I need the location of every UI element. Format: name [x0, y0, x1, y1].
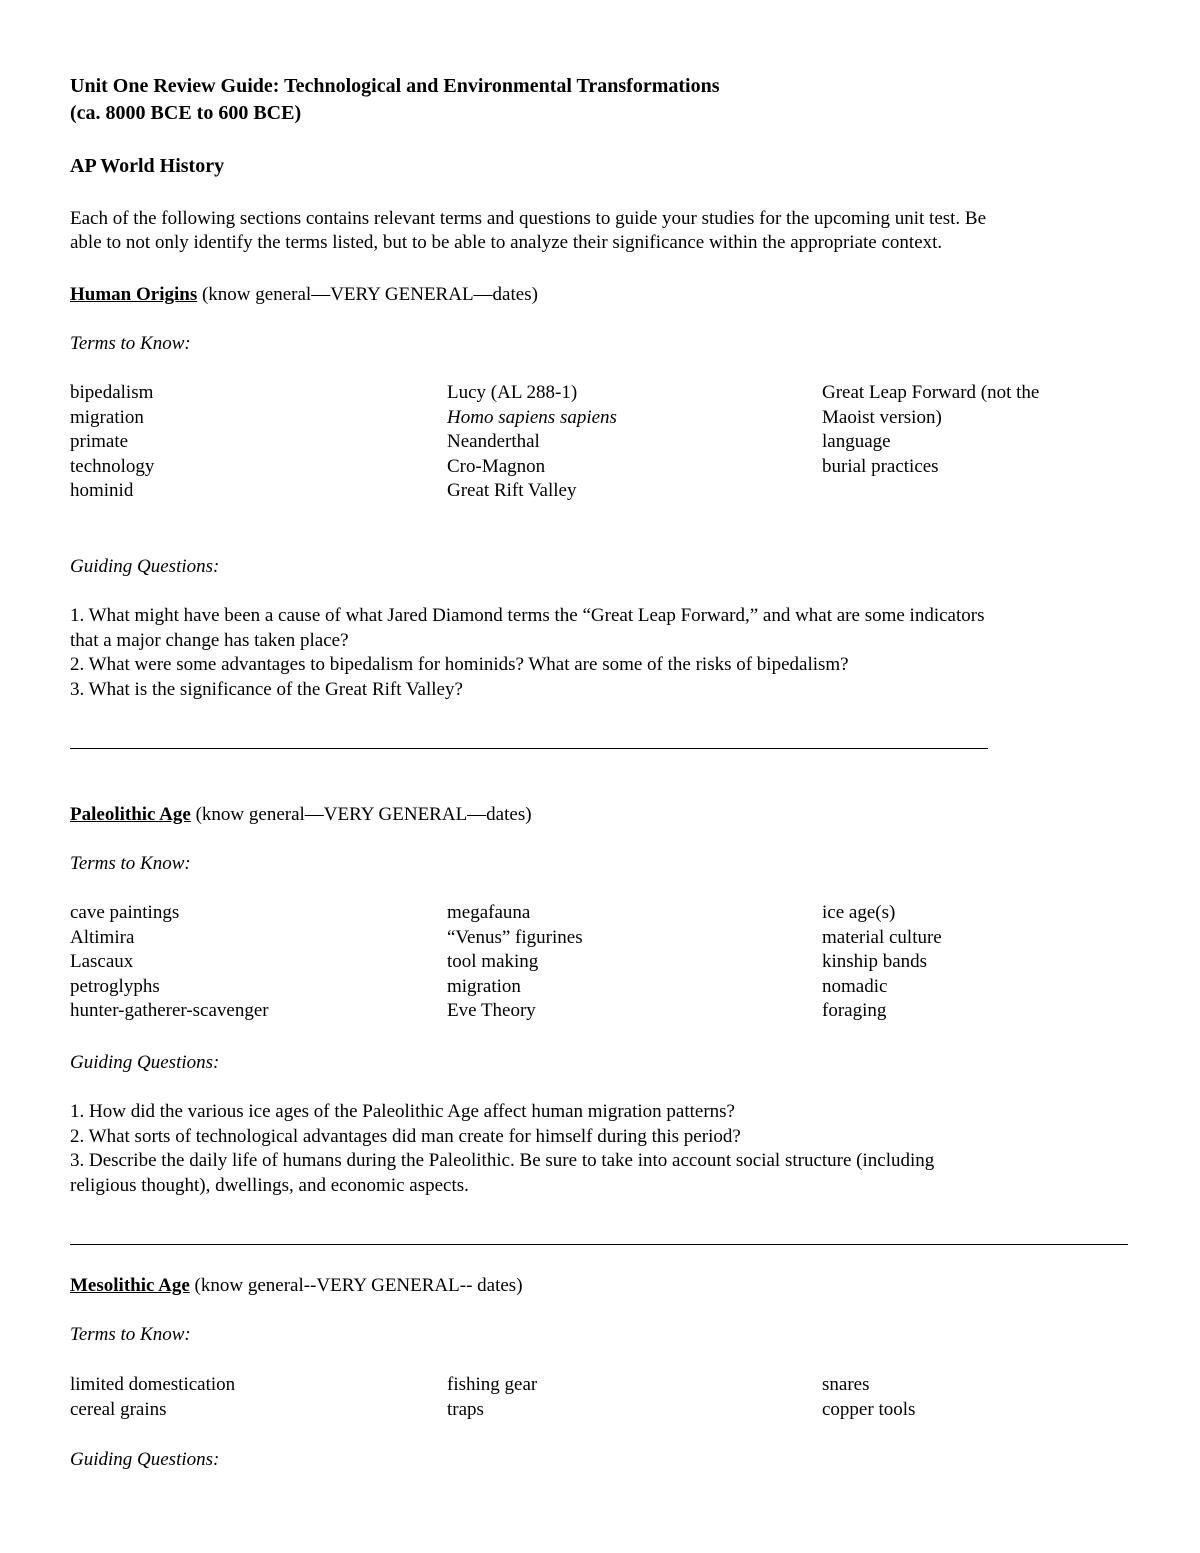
question-line: 1. How did the various ice ages of the Paleolithic Age affect human migration patterns?	[70, 1101, 735, 1122]
question-line: 3. What is the significance of the Great Rift Valley?	[70, 678, 463, 700]
term: ice age(s)	[822, 902, 896, 923]
term: migration	[447, 975, 521, 997]
term: fishing gear	[447, 1374, 538, 1395]
term: cave paintings	[70, 902, 180, 923]
term: language	[822, 431, 891, 453]
term: cereal grains	[70, 1398, 167, 1420]
section-note: (know general—VERY GENERAL—dates)	[190, 804, 532, 825]
guiding-questions-list	[70, 1100, 934, 1198]
term: traps	[447, 1398, 484, 1420]
section-paleolithic-header	[70, 803, 532, 827]
guiding-questions-label: Guiding Questions:	[70, 1449, 220, 1470]
term: hunter-gatherer-scavenger	[70, 1000, 269, 1022]
term: Eve Theory	[447, 1000, 536, 1022]
term: copper tools	[822, 1398, 916, 1420]
section-heading: Human Origins	[70, 284, 198, 305]
question-line: 2. What sorts of technological advantages did man create for himself during this period?	[70, 1125, 741, 1147]
guiding-questions-label: Guiding Questions:	[70, 1052, 220, 1073]
term: Homo sapiens sapiens	[447, 406, 617, 428]
intro-paragraph	[70, 207, 1130, 255]
terms-column-2	[447, 1373, 537, 1422]
term: Great Leap Forward (not the	[822, 382, 1040, 403]
term: limited domestication	[70, 1374, 236, 1395]
term: Neanderthal	[447, 431, 540, 453]
term: “Venus” figurines	[447, 926, 583, 948]
terms-column-2	[447, 901, 583, 1024]
question-line: 2. What were some advantages to bipedalism for hominids? What are some of the risks of bipedalism?	[70, 654, 849, 676]
term: primate	[70, 431, 129, 453]
section-divider	[70, 748, 988, 749]
question-line: religious thought), dwellings, and economic aspects.	[70, 1174, 469, 1196]
terms-column-2	[447, 381, 617, 504]
intro-line-2: able to not only identify the terms listed, but to be able to analyze their significance within the appropriate context.	[70, 232, 943, 253]
terms-label: Terms to Know:	[70, 1324, 191, 1345]
section-note: (know general--VERY GENERAL-- dates)	[189, 1275, 523, 1296]
section-heading: Paleolithic Age	[70, 804, 191, 825]
terms-column-1	[70, 901, 269, 1024]
term: technology	[70, 455, 155, 477]
course-name: AP World History	[70, 155, 225, 177]
term: nomadic	[822, 975, 888, 997]
terms-column-3	[822, 381, 1039, 479]
term: Altimira	[70, 926, 135, 948]
section-note: (know general—VERY GENERAL—dates)	[201, 284, 538, 305]
term: migration	[70, 406, 144, 428]
question-line: 1. What might have been a cause of what Jared Diamond terms the “Great Leap Forward,” and what are some indicators	[70, 605, 985, 626]
terms-column-3	[822, 901, 942, 1024]
section-heading: Mesolithic Age	[70, 1275, 190, 1296]
document-title-line-2: (ca. 8000 BCE to 600 BCE)	[70, 102, 302, 124]
term: snares	[822, 1374, 870, 1395]
section-divider	[70, 1244, 1128, 1245]
section-mesolithic-header	[70, 1274, 523, 1298]
term: Lucy (AL 288-1)	[447, 382, 578, 403]
terms-label: Terms to Know:	[70, 853, 191, 874]
question-line: that a major change has taken place?	[70, 629, 349, 651]
terms-column-1	[70, 1373, 235, 1422]
term: Maoist version)	[822, 406, 942, 428]
terms-label: Terms to Know:	[70, 333, 191, 354]
term: material culture	[822, 926, 942, 948]
term: Cro-Magnon	[447, 455, 546, 477]
term: tool making	[447, 951, 539, 973]
term: foraging	[822, 1000, 887, 1022]
term: Lascaux	[70, 951, 134, 973]
term: kinship bands	[822, 951, 928, 973]
term: burial practices	[822, 455, 939, 477]
document-title-line-1: Unit One Review Guide: Technological and Environmental Transformations	[70, 75, 720, 97]
terms-column-1	[70, 381, 154, 504]
guiding-questions-list	[70, 604, 984, 702]
term: bipedalism	[70, 382, 154, 403]
term: hominid	[70, 480, 134, 502]
term: Great Rift Valley	[447, 480, 577, 502]
section-human-origins-header	[70, 283, 538, 307]
guiding-questions-label: Guiding Questions:	[70, 556, 220, 577]
term: petroglyphs	[70, 975, 160, 997]
intro-line-1: Each of the following sections contains relevant terms and questions to guide your studies for the upcoming unit test. Be	[70, 208, 987, 229]
terms-column-3	[822, 1373, 915, 1422]
question-line: 3. Describe the daily life of humans during the Paleolithic. Be sure to take into account social structure (including	[70, 1150, 935, 1172]
term: megafauna	[447, 902, 531, 923]
